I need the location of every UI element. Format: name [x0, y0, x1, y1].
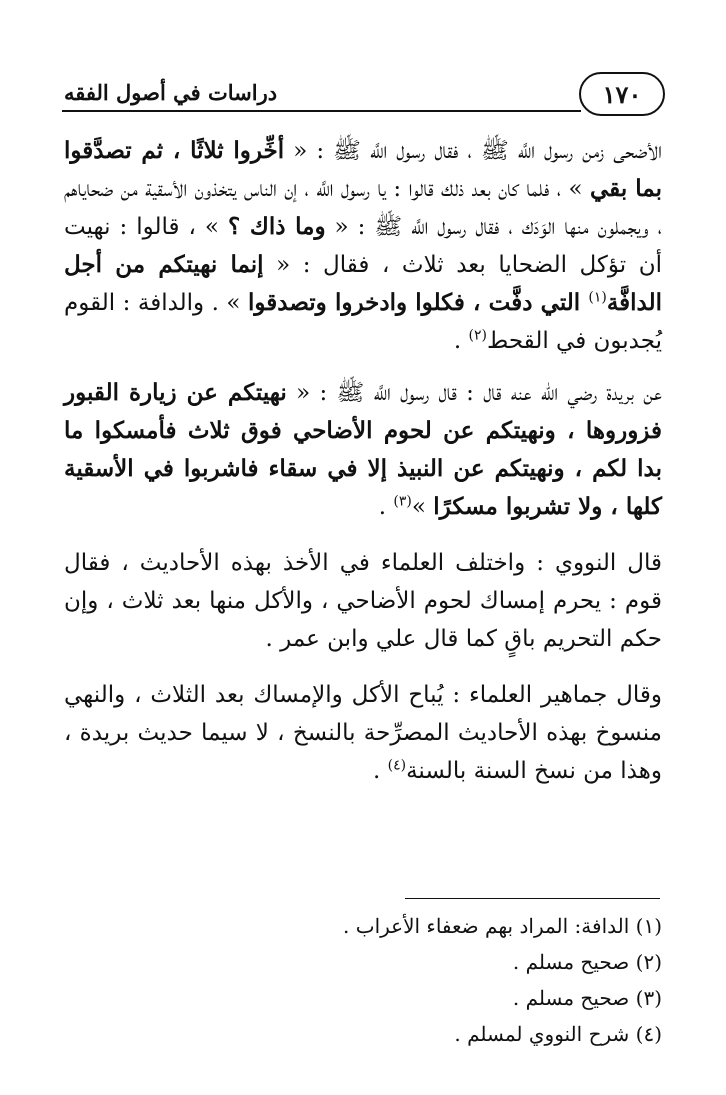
- footnote-2: (٢) صحيح مسلم .: [512, 950, 662, 974]
- footnote-ref: (١): [588, 289, 607, 306]
- footnote-ref: (٤): [387, 757, 407, 774]
- paragraph: [64, 132, 662, 360]
- hadith-quote: وما ذاك ؟: [227, 213, 326, 240]
- text-run: .: [453, 328, 469, 354]
- text-run: » ، فلما كان بعد ذلك قالوا : يا رسول اللَّه ، إن الناس يتخذون الأسقية من ضحاياهم ، ويجملون منها الوَدَك ، فقال رسول اللَّه ﷺ : «: [64, 176, 662, 240]
- paragraph: [64, 676, 662, 790]
- paragraph: [64, 374, 662, 526]
- hadith-quote: إنما نهيتكم من أجل الدافَّة: [64, 251, 662, 316]
- footnote-4: (٤) شرح النووي لمسلم .: [454, 1022, 662, 1046]
- footnote-3: (٣) صحيح مسلم .: [512, 986, 662, 1010]
- page-header: [62, 62, 665, 116]
- text-run: قال النووي : واختلف العلماء في الأخذ بهذه الأحاديث ، فقال قوم : يحرم إمساك لحوم الأضاحي ، والأكل منها بعد ثلاث ، وإن حكم التحريم باقٍ كما قال علي وابن عمر .: [64, 550, 662, 652]
- hadith-quote: التي دفَّت ، فكلوا وادخروا وتصدقوا: [248, 289, 589, 316]
- footnotes: [64, 908, 662, 1052]
- footnote-divider: [405, 898, 660, 899]
- header-divider: [62, 110, 581, 112]
- page-number: ١٧٠: [579, 72, 665, 116]
- footnote-ref: (٣): [393, 493, 412, 510]
- hadith-quote: نهيتكم عن زيارة القبور فزوروها ، ونهيتكم عن لحوم الأضاحي فوق ثلاث فأمسكوا ما بدا لكم ، ونهيتكم عن النبيذ إلا في سقاء فاشربوا في الأسقية كلها ، ولا تشربوا مسكرًا: [64, 379, 662, 520]
- text-run: » . والدافة : القوم يُجدبون في القحط: [64, 290, 662, 354]
- book-title: دراسات في أصول الفقه: [64, 80, 278, 105]
- text-run: عن بريدة رضي الله عنه قال : قال رسول اللَّه ﷺ : «: [286, 380, 662, 406]
- paragraph: [64, 544, 662, 658]
- text-run: »: [411, 494, 434, 520]
- text-run: .: [378, 494, 394, 520]
- hadith-quote: أخِّروا ثلاثًا ، ثم تصدَّقوا بما بقي: [64, 137, 663, 202]
- text-run: » ، قالوا : نهيت أن تؤكل الضحايا بعد ثلاث ، فقال : «: [64, 214, 662, 278]
- footnote-ref: (٢): [468, 327, 487, 344]
- text-run: .: [372, 758, 388, 784]
- main-text: [64, 132, 662, 804]
- footnote-1: (١) الدافة: المراد بهم ضعفاء الأعراب .: [343, 914, 662, 938]
- text-run: وقال جماهير العلماء : يُباح الأكل والإمساك بعد الثلاث ، والنهي منسوخ بهذه الأحاديث المصرِّحة بالنسخ ، لا سيما حديث بريدة ، وهذا من نسخ السنة بالسنة: [64, 682, 662, 784]
- text-run: الأضحى زمن رسول اللَّه ﷺ ، فقال رسول اللَّه ﷺ : «: [284, 138, 662, 164]
